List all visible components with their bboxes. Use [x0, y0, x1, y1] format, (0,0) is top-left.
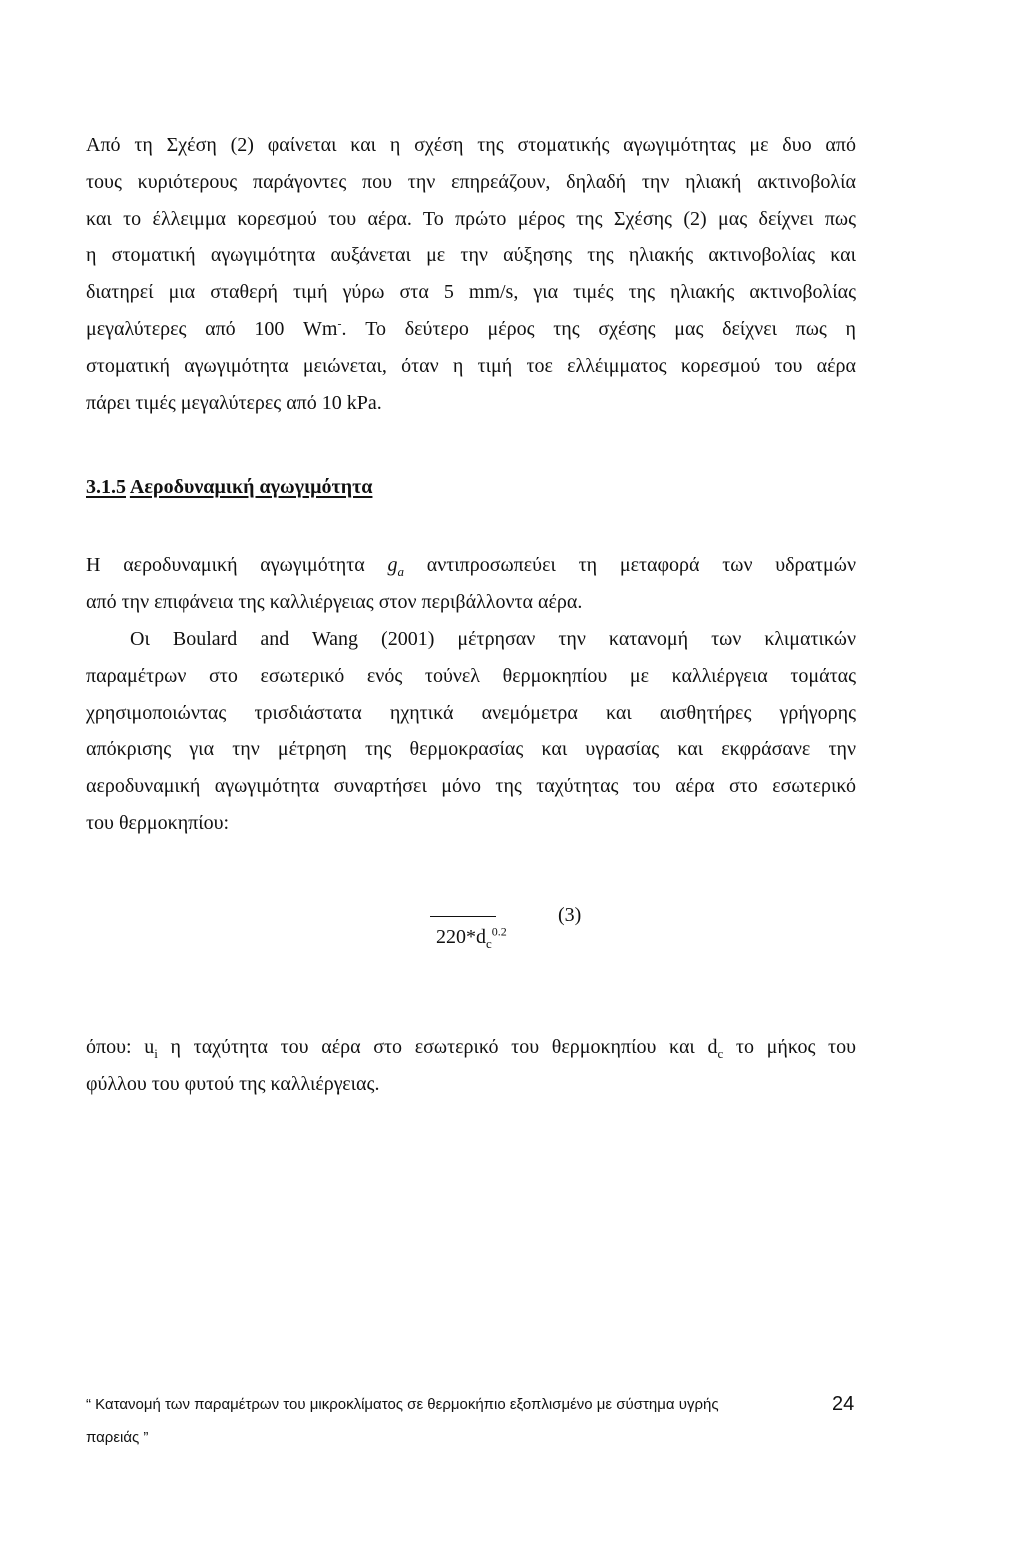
paragraph-stomatal-conductance: [86, 127, 856, 421]
paragraph-boulard-wang: [86, 621, 856, 842]
text-line: χρησιμοποιώντας τρισδιάστατα ηχητικά ανεμόμετρα και αισθητήρες γρήγορης: [86, 701, 856, 724]
footer-line: “ Κατανομή των παραμέτρων του μικροκλίματος σε θερμοκήπιο εξοπλισμένο με σύστημα υγρής: [86, 1396, 719, 1413]
text-line: [86, 1029, 856, 1066]
section-number: 3.1.5: [86, 476, 126, 498]
text-line: [86, 547, 856, 584]
denominator-base: 220*d: [436, 926, 486, 948]
text-fragment: Η αεροδυναμική αγωγιμότητα: [86, 554, 365, 576]
text-line: και το έλλειμμα κορεσμού του αέρα. Το πρώτο μέρος της Σχέσης (2) μας δείχνει πως: [86, 207, 856, 230]
text-line: η στοματική αγωγιμότητα αυξάνεται με την αύξησης της ηλιακής ακτινοβολίας και: [86, 244, 856, 267]
variable-symbol: g: [387, 554, 398, 576]
text-line: στοματική αγωγιμότητα μειώνεται, όταν η τιμή τοε ελλέιμματος κορεσμού του αέρα: [86, 354, 856, 377]
text-fragment: η ταχύτητα του αέρα στο εσωτερικό του θερμοκηπίου και d: [157, 1036, 718, 1058]
text-fragment: όπου: u: [86, 1036, 155, 1058]
variable-ga: [387, 554, 404, 579]
text-line: παραμέτρων στο εσωτερικό ενός τούνελ θερμοκηπίου με καλλιέργεια τομάτας: [86, 664, 856, 687]
text-line: διατηρεί μια σταθερή τιμή γύρω στα 5 mm/s, για τιμές της ηλιακής ακτινοβολίας: [86, 281, 856, 304]
denominator-exponent: 0.2: [491, 924, 507, 939]
section-heading: [86, 476, 372, 499]
text-fragment: μεγαλύτερες από 100 Wm: [86, 317, 338, 340]
paragraph-aerodynamic-definition: [86, 547, 856, 621]
subscript: i: [154, 1046, 158, 1061]
denominator-subscript: c: [486, 936, 492, 951]
text-line: από την επιφάνεια της καλλιέργειας στον περιβάλλοντα αέρα.: [86, 590, 583, 613]
text-line: του θερμοκηπίου:: [86, 811, 230, 834]
page-footer: [86, 1388, 856, 1454]
variable-subscript: a: [397, 564, 404, 579]
text-line: Οι Boulard and Wang (2001) μέτρησαν την κατανομή των κλιματικών: [130, 628, 856, 650]
superscript: -: [337, 316, 342, 331]
text-line: τους κυριότερους παράγοντες που την επηρεάζουν, δηλαδή την ηλιακή ακτινοβολία: [86, 170, 856, 193]
equation-denominator: [436, 926, 507, 949]
text-line: φύλλου του φυτού της καλλιέργειας.: [86, 1072, 380, 1095]
paragraph-where: [86, 1029, 856, 1103]
footer-line: παρειάς ”: [86, 1429, 149, 1446]
text-line: απόκρισης για την μέτρηση της θερμοκρασίας και υγρασίας και εκφράσανε την: [86, 738, 856, 761]
text-line: αεροδυναμική αγωγιμότητα συναρτήσει μόνο της ταχύτητας του αέρα στο εσωτερικό: [86, 775, 856, 798]
text-fragment: αντιπροσωπεύει τη μεταφορά των υδρατμών: [426, 554, 856, 576]
text-fragment: το μήκος του: [723, 1036, 856, 1058]
fraction-bar: [430, 916, 496, 917]
text-fragment: . Το δεύτερο μέρος της σχέσης μας δείχνει πως η: [341, 317, 856, 340]
text-line: πάρει τιμές μεγαλύτερες από 10 kPa.: [86, 391, 382, 414]
section-title: Αεροδυναμική αγωγιμότητα: [129, 476, 373, 498]
equation-number: (3): [558, 904, 582, 926]
text-line: [86, 311, 856, 348]
subscript: c: [717, 1046, 724, 1061]
text-line: Από τη Σχέση (2) φαίνεται και η σχέση της στοματικής αγωγιμότητας με δυο από: [86, 134, 856, 156]
page-number: 24: [832, 1393, 855, 1415]
equation-3: [420, 900, 620, 970]
